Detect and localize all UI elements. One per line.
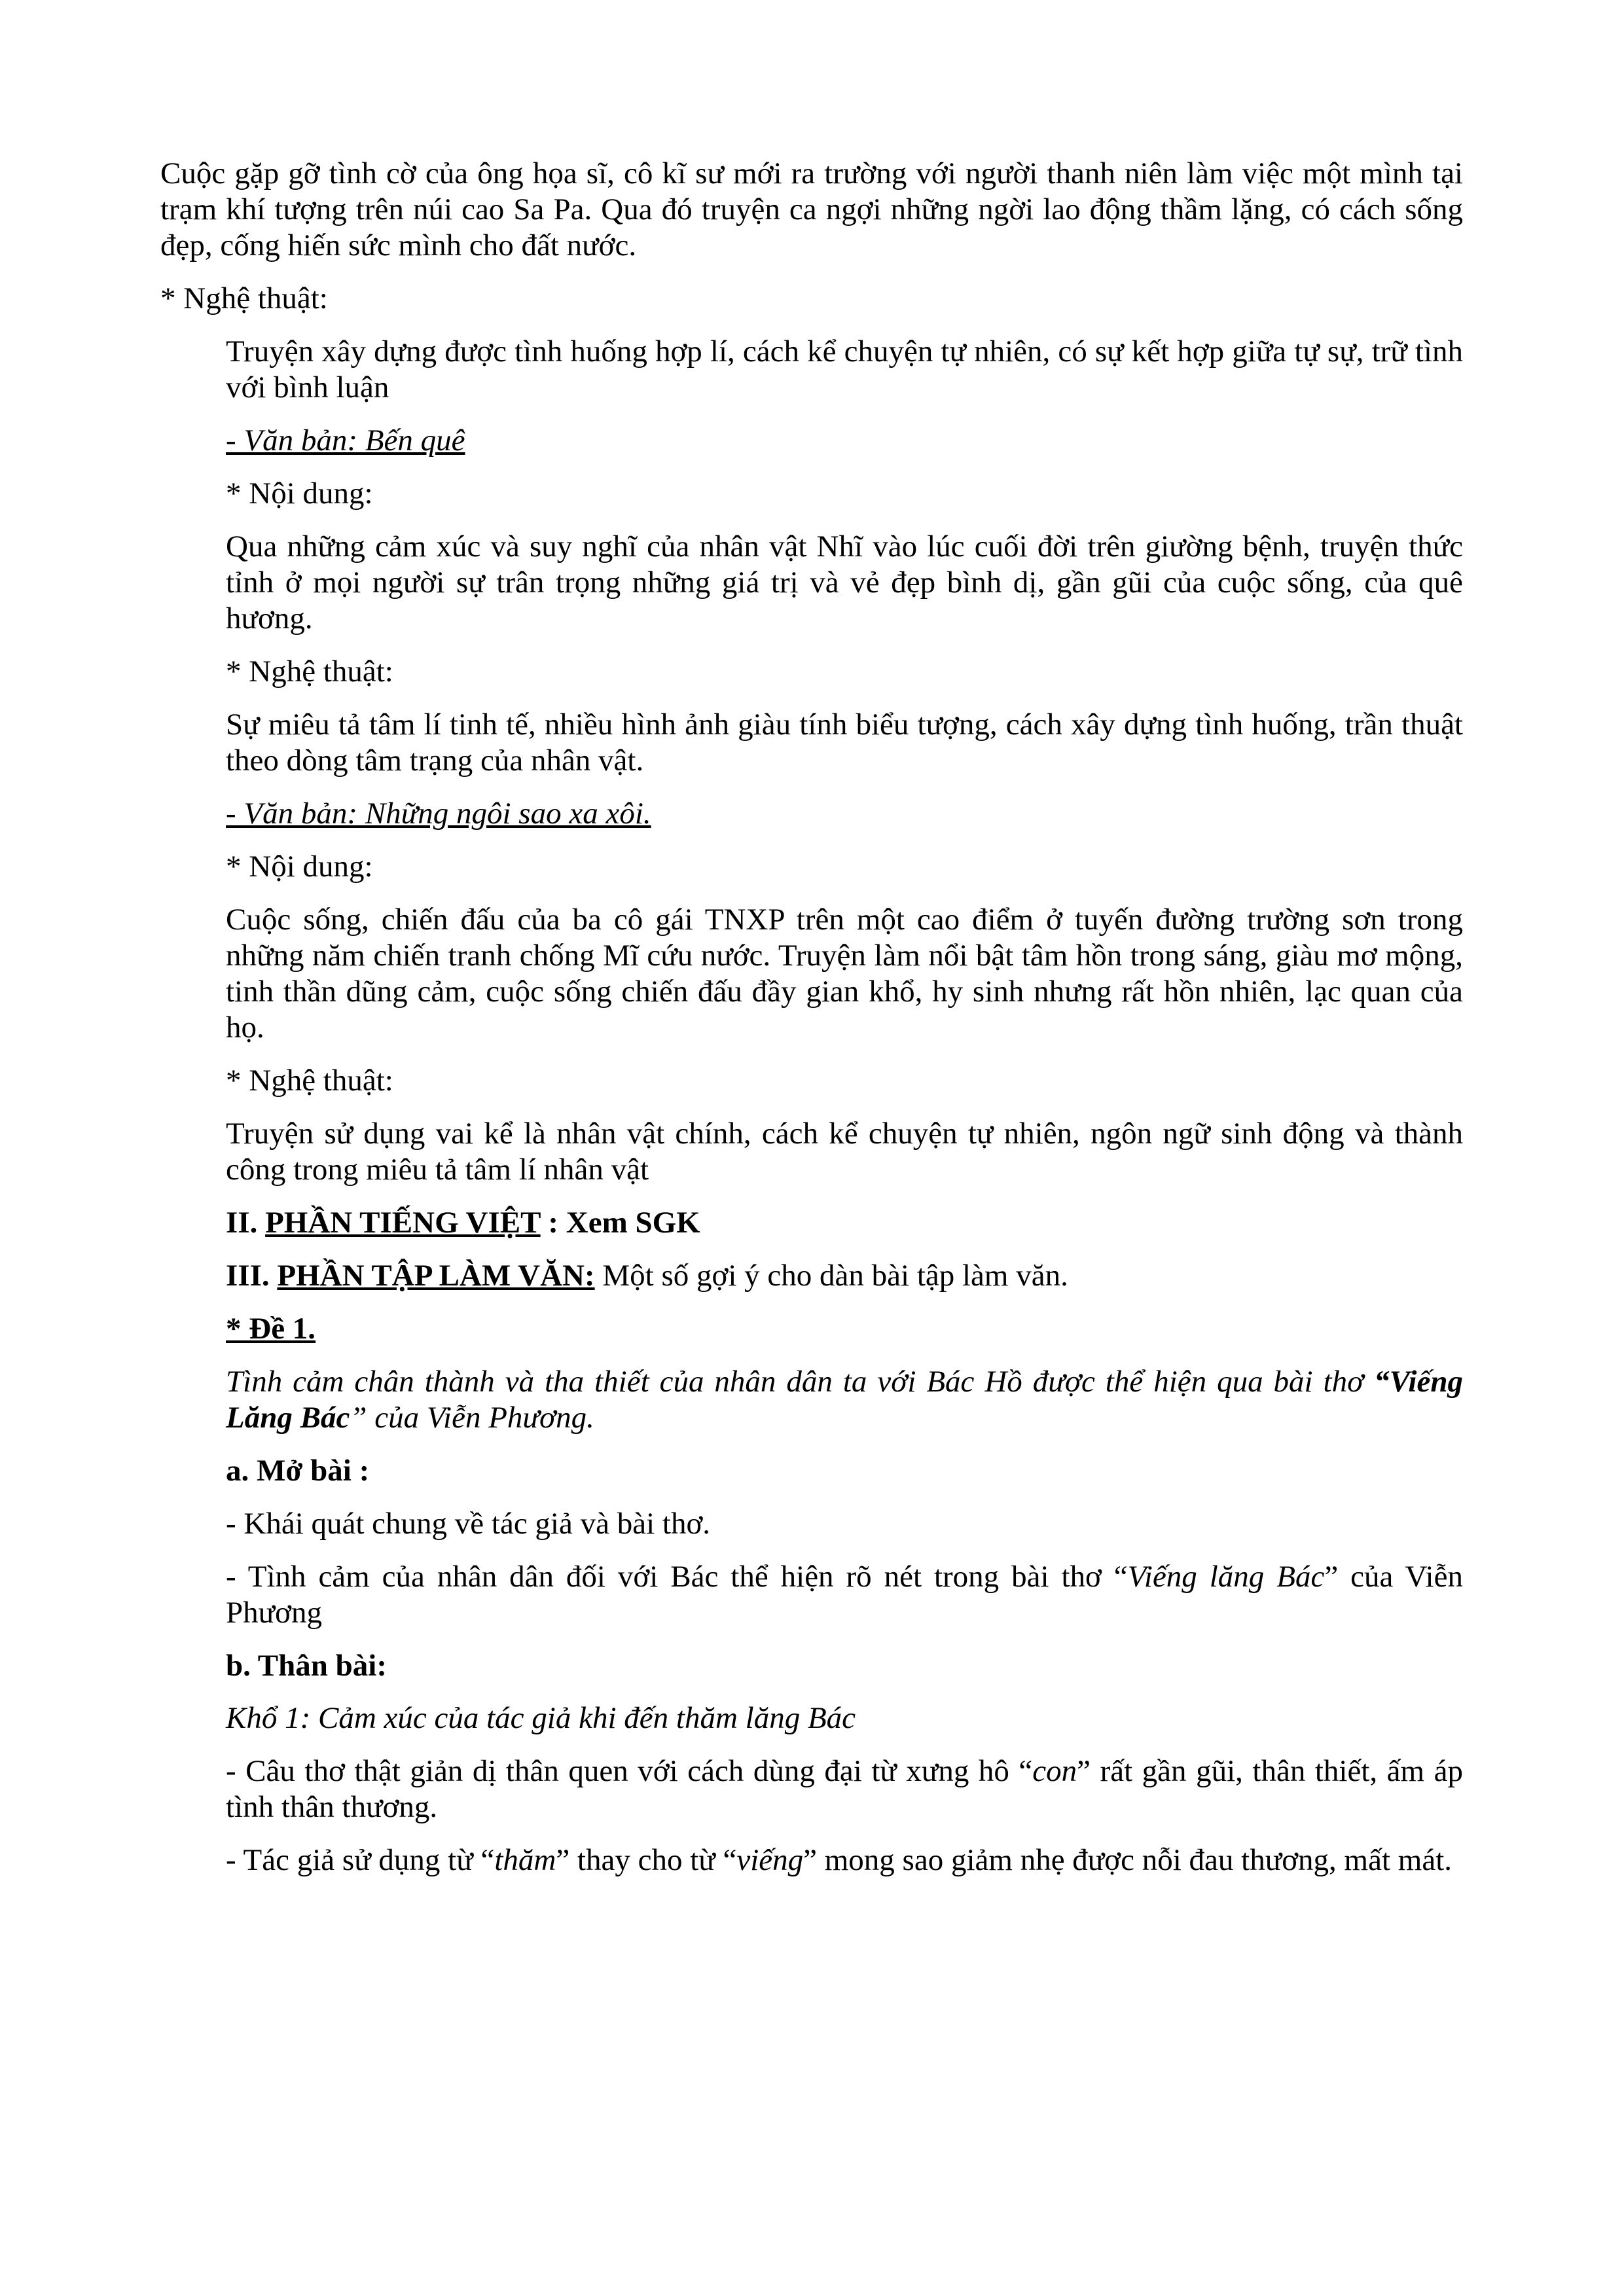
label-nghe-thuat-ben-que: * Nghệ thuật: <box>226 654 393 689</box>
heading-van-ban-ben-que <box>226 423 1463 459</box>
quoted-word-vieng: viếng <box>736 1843 804 1878</box>
label-noi-dung-ngoi-sao: * Nội dung: <box>226 849 373 884</box>
section-numeral-iii: III. <box>226 1258 278 1293</box>
para-noi-dung-ben-que: Qua những cảm xúc và suy nghĩ của nhân vật Nhĩ vào lúc cuối đời trên giường bệnh, truyện thức tỉnh ở mọi người sự trân trọng những giá trị và vẻ đẹp bình dị, gần gũi của cuộc sống, của quê hương. <box>226 529 1463 636</box>
para-nghe-thuat-lang-le: Truyện xây dựng được tình huống hợp lí, cách kể chuyện tự nhiên, có sự kết hợp giữa tự sự, trữ tình với bình luận <box>226 334 1463 404</box>
label-nghe-thuat-ngoi-sao: * Nghệ thuật: <box>226 1063 393 1098</box>
heading-de-1-text: * Đề 1. <box>226 1311 316 1346</box>
cau-tho-part2: ” rất gần gũi, thân thiết, ấm áp tình thân thương. <box>226 1754 1463 1825</box>
section-title-phan-tieng-viet: PHẦN TIẾNG VIỆT <box>265 1205 541 1240</box>
heading-mo-bai: a. Mở bài : <box>226 1453 370 1488</box>
label-nghe-thuat-lang-le: * Nghệ thuật: <box>160 281 328 315</box>
poem-title-vieng-lang-bac: Viếng lăng Bác <box>1127 1559 1325 1594</box>
para-khai-quat-tac-gia: - Khái quát chung về tác giả và bài thơ. <box>226 1506 711 1541</box>
heading-kho-1: Khổ 1: Cảm xúc của tác giả khi đến thăm lăng Bác <box>226 1701 856 1736</box>
heading-de-1 <box>226 1311 1463 1347</box>
para-nghe-thuat-ngoi-sao: Truyện sử dụng vai kể là nhân vật chính, cách kể chuyện tự nhiên, ngôn ngữ sinh động và thành công trong miêu tả tâm lí nhân vật <box>226 1116 1463 1187</box>
heading-than-bai: b. Thân bài: <box>226 1648 388 1683</box>
tu-tham-part3: ” mong sao giảm nhẹ được nỗi đau thương, mất mát. <box>803 1843 1452 1878</box>
heading-van-ban-nhung-ngoi-sao-xa-xoi-text: - Văn bản: Những ngôi sao xa xôi. <box>226 796 651 831</box>
cau-tho-part1: - Câu thơ thật giản dị thân quen với cách dùng đại từ xưng hô “ <box>226 1754 1033 1789</box>
heading-van-ban-nhung-ngoi-sao-xa-xoi <box>226 796 1463 832</box>
section-suffix-xem-sgk: : Xem SGK <box>540 1205 700 1240</box>
para-nghe-thuat-ben-que: Sự miêu tả tâm lí tinh tế, nhiều hình ảnh giàu tính biểu tượng, cách xây dựng tình huống, trần thuật theo dòng tâm trạng của nhân vật. <box>226 707 1463 778</box>
tu-tham-part1: - Tác giả sử dụng từ “ <box>226 1843 495 1878</box>
tu-tham-part2: ” thay cho từ “ <box>556 1843 737 1878</box>
para-noi-dung-ngoi-sao: Cuộc sống, chiến đấu của ba cô gái TNXP trên một cao điểm ở tuyến đường trường sơn trong những năm chiến tranh chống Mĩ cứu nước. Truyện làm nổi bật tâm hồn trong sáng, giàu mơ mộng, tinh thần dũng cảm, cuộc sống chiến đấu đầy gian khổ, hy sinh nhưng rất hồn nhiên, lạc quan của họ. <box>226 902 1463 1045</box>
section-title-phan-tap-lam-van: PHẦN TẬP LÀM VĂN: <box>277 1258 595 1293</box>
topic-text-part2: ” của Viễn Phương. <box>350 1400 594 1435</box>
tinh-cam-part1: - Tình cảm của nhân dân đối với Bác thể hiện rõ nét trong bài thơ “ <box>226 1559 1128 1594</box>
para-tinh-cam-nhan-dan <box>226 1559 1463 1631</box>
para-tu-tham-vieng <box>226 1842 1463 1878</box>
para-summary-lang-le-sapa: Cuộc gặp gỡ tình cờ của ông họa sĩ, cô kĩ sư mới ra trường với người thanh niên làm việc một mình tại trạm khí tượng trên núi cao Sa Pa. Qua đó truyện ca ngợi những ngời lao động thầm lặng, có cách sống đẹp, cống hiến sức mình cho đất nước. <box>160 156 1463 262</box>
label-noi-dung-ben-que: * Nội dung: <box>226 476 373 511</box>
section-heading-phan-tap-lam-van <box>226 1258 1463 1294</box>
topic-poem-title: “Viếng Lăng Bác <box>226 1364 1463 1435</box>
tinh-cam-part2: ” của Viễn Phương <box>226 1559 1463 1630</box>
para-cau-tho-gian-di <box>226 1753 1463 1825</box>
section-numeral-ii: II. <box>226 1205 266 1240</box>
section-heading-phan-tieng-viet <box>226 1205 1463 1241</box>
section-suffix-goi-y: Một số gợi ý cho dàn bài tập làm văn. <box>594 1258 1068 1293</box>
topic-text-part1: Tình cảm chân thành và tha thiết của nhân dân ta với Bác Hồ được thể hiện qua bài thơ <box>226 1364 1375 1399</box>
para-de-1-topic <box>226 1364 1463 1436</box>
quoted-word-tham: thăm <box>494 1843 556 1878</box>
quoted-word-con: con <box>1032 1754 1077 1789</box>
heading-van-ban-ben-que-text: - Văn bản: Bến quê <box>226 423 465 457</box>
